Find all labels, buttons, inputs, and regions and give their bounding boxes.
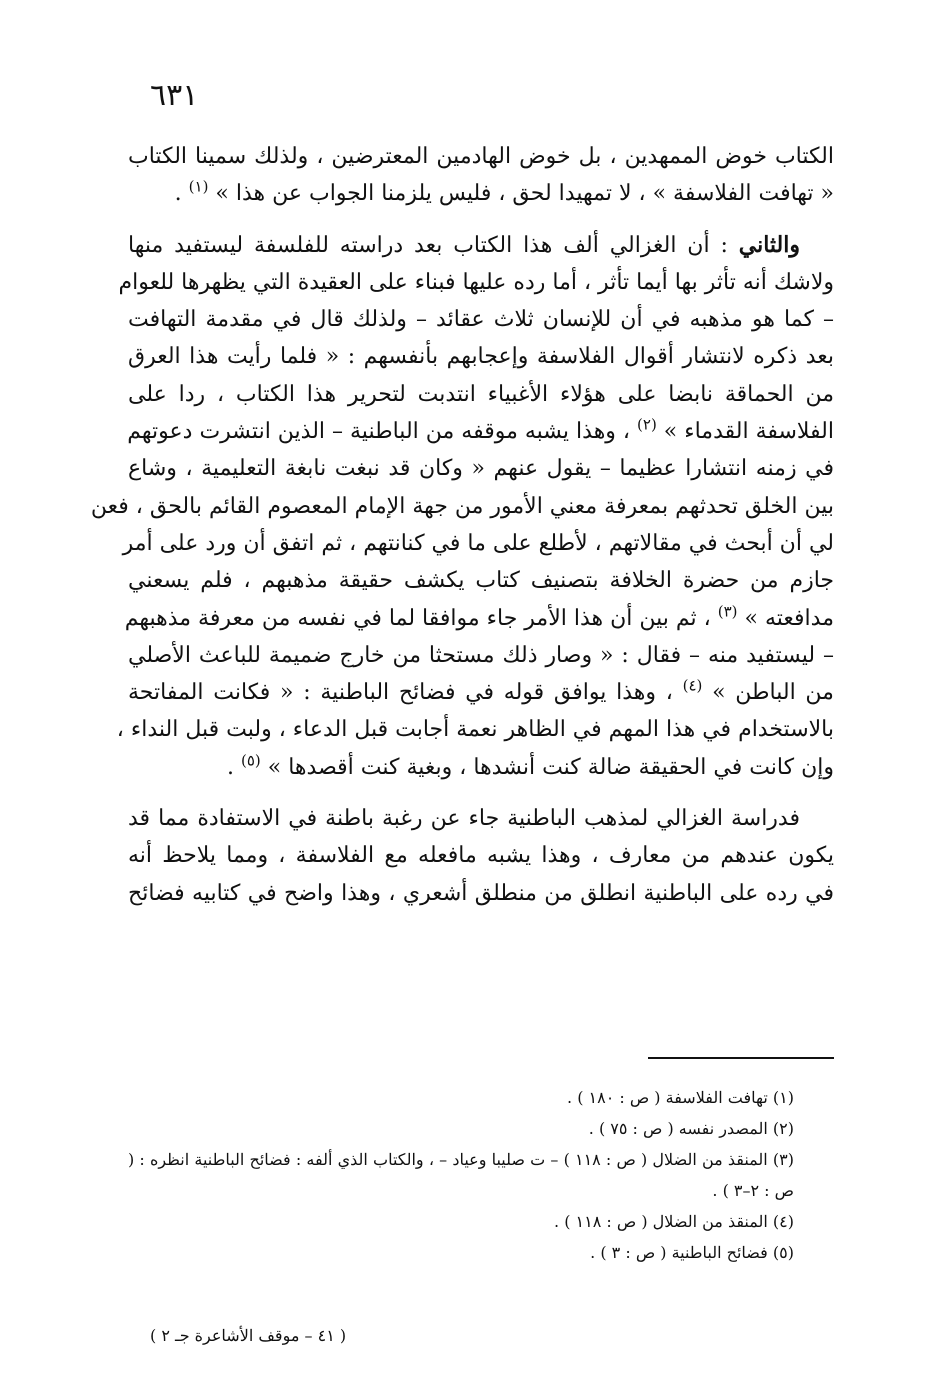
page-number: ٦٣١: [150, 78, 199, 113]
footnote-3: (٣) المنقذ من الضلال ( ص : ١١٨ ) – ت صليبا وعياد – ، والكتاب الذي ألفه : فضائح الباطنية انظره : ( ص : ٢–٣ ) .: [128, 1150, 795, 1200]
text-line: فدراسة الغزالي لمذهب الباطنية جاء عن رغبة باطنة في الاستفادة مما قد: [128, 806, 800, 832]
text-line: الكتاب خوض الممهدين ، بل خوض الهادمين المعترضين ، ولذلك سمينا الكتاب: [128, 144, 834, 169]
text-line: [128, 413, 834, 450]
paragraph-1: [128, 138, 834, 213]
footnote-marker: (٣): [717, 602, 738, 621]
footnote-marker: (٢): [637, 415, 657, 434]
text-segment: .: [226, 754, 241, 780]
footnotes: [128, 1082, 834, 1268]
text-line: [128, 749, 834, 786]
text-line: في زمنه انتشارا عظيما – يقول عنهم « وكان قد نبغت نابغة التعليمية ، وشاع: [128, 456, 834, 482]
text-line: بالاستخدام في هذا المهم في الظاهر نعمة أجابت قبل الدعاء ، ولبت قبل النداء ،: [116, 717, 834, 743]
text-line: ولاشك أنه تأثر بها أيما تأثر ، أما رده عليها فبناء على العقيدة التي يظهرها للعوام: [118, 269, 834, 295]
text-line: جازم من حضرة الخلافة بتصنيف كتاب يكشف حقيقة مذهبهم ، فلم يسعني: [128, 568, 834, 594]
text-segment: ، ثم بين أن هذا الأمر جاء موافقا لما في نفسه من معرفة مذهبهم: [124, 605, 718, 631]
footnote-separator: [648, 1057, 834, 1059]
footnote-5: (٥) فضائح الباطنية ( ص : ٣ ) .: [590, 1243, 794, 1262]
text-line: – ليستفيد منه – فقال : « وصار ذلك مستحثا من خارج ضميمة للباعث الأصلي: [128, 642, 834, 668]
text-line: من الحماقة نابضا على هؤلاء الأغبياء انتدبت لتحرير هذا الكتاب ، ردا على: [128, 381, 834, 407]
text-line: يكون عندهم من معارف ، وهذا يشبه مافعله مع الفلاسفة ، ومما يلاحظ أنه: [128, 843, 834, 869]
text-line: لي أن أبحث في مقالاتهم ، لأطلع على ما في كنانتهم ، ثم اتفق أن ورد على أمر: [122, 530, 834, 556]
text-segment: ، وهذا يوافق قوله في فضائح الباطنية : « فكانت المفاتحة: [128, 680, 683, 706]
paragraph-2: [90, 227, 834, 786]
paragraph-lead: والثاني: [738, 231, 800, 258]
text-segment: : أن الغزالي ألف هذا الكتاب بعد دراسته للفلسفة ليستفيد منها: [128, 232, 739, 258]
footnote-marker: (٤): [682, 676, 703, 695]
footnote-1: (١) تهافت الفلاسفة ( ص : ١٨٠ ) .: [567, 1088, 794, 1107]
text-line: [128, 674, 834, 711]
text-segment: وإن كانت في الحقيقة ضالة كنت أنشدها ، وبغية كنت أقصدها »: [267, 754, 834, 780]
text-line: [128, 175, 834, 212]
text-line: بين الخلق تحدثهم بمعرفة معني الأمور من جهة الإمام المعصوم القائم بالحق ، فعن: [90, 493, 834, 519]
text-segment: الفلاسفة القدماء »: [663, 419, 834, 445]
footnote-marker: (٥): [240, 751, 261, 770]
text-segment: مدافعته »: [744, 605, 834, 631]
footnote-4: (٤) المنقذ من الضلال ( ص : ١١٨ ) .: [554, 1212, 794, 1231]
text-segment: « تهافت الفلاسفة » ، لا تمهيدا لحق ، فليس يلزمنا الجواب عن هذا »: [215, 181, 834, 207]
paragraph-3: [128, 800, 834, 912]
text-line: في رده على الباطنية انطلق من منطلق أشعري ، وهذا واضح في كتابيه فضائح: [128, 880, 834, 906]
text-line: – كما هو مذهبه في أن للإنسان ثلاث عقائد – ولذلك قال في مقدمة التهافت: [128, 307, 834, 333]
footnote-marker: (١): [188, 177, 209, 196]
text-segment: من الباطن »: [712, 680, 834, 706]
text-segment: .: [174, 181, 189, 207]
footnote-2: (٢) المصدر نفسه ( ص : ٧٥ ) .: [588, 1119, 794, 1138]
text-line: [128, 227, 834, 264]
text-segment: ، وهذا يشبه موقفه من الباطنية – الذين انتشرت دعوتهم: [127, 419, 638, 445]
page-footer: ( ٤١ – موقف الأشاعرة جـ ٢ ): [150, 1326, 347, 1345]
text-line: بعد ذكره لانتشار أقوال الفلاسفة وإعجابهم بأنفسهم : « فلما رأيت هذا العرق: [128, 344, 834, 370]
main-text: [90, 138, 834, 912]
text-line: [124, 600, 834, 637]
